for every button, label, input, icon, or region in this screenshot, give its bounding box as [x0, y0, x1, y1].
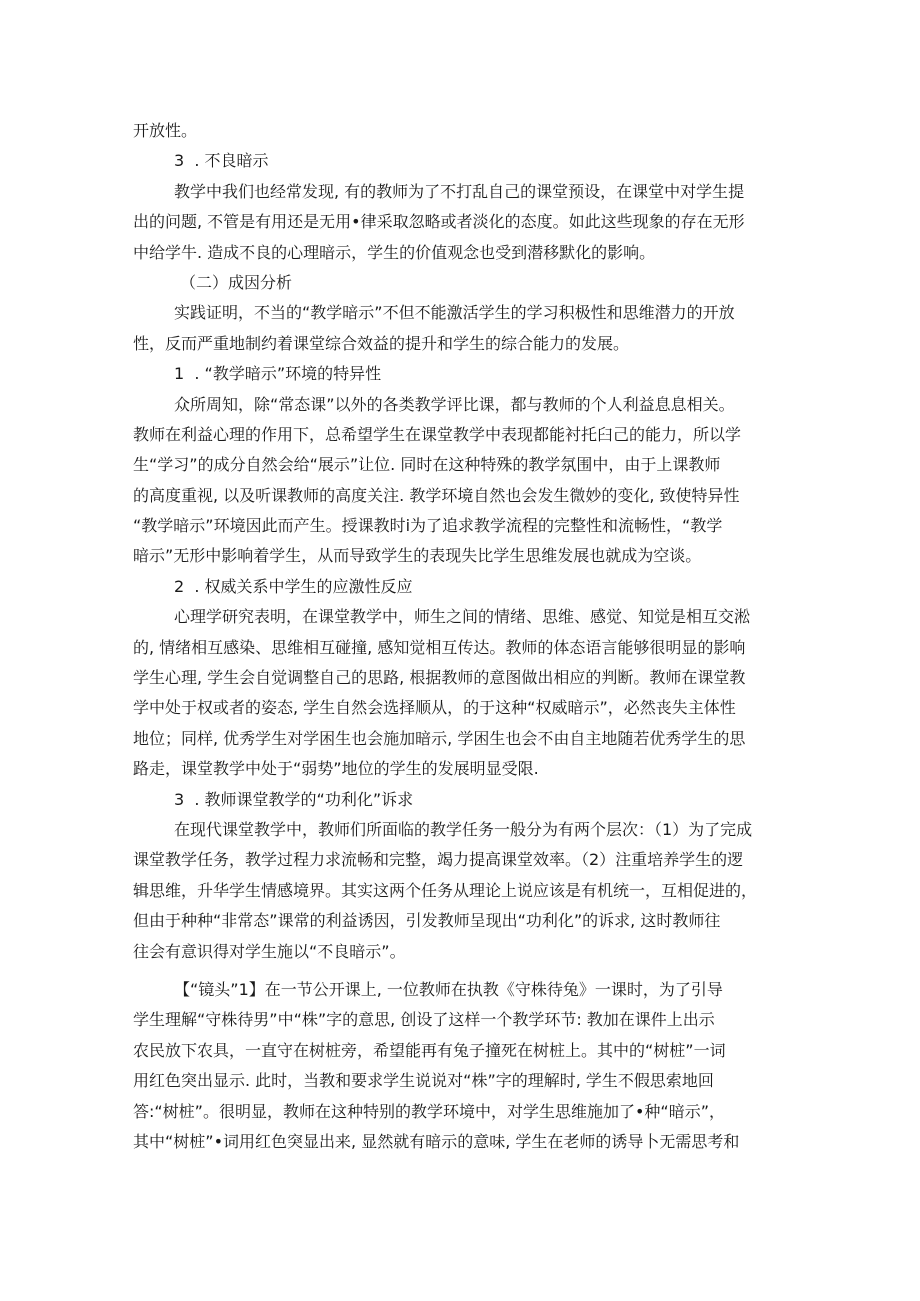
- text-line: 在现代课堂教学中，教师们所面临的教学任务一般分为有两个层次：（1）为了完成: [174, 819, 753, 839]
- section-heading: 1 . “教学暗示”环境的特异性: [174, 364, 382, 384]
- text-line: 路走，课堂教学中处于“弱势”地位的学生的发展明显受限.: [133, 759, 539, 779]
- text-line: 答:“树桩”。很明显，教师在这种特别的教学环境中，对学生思维施加了•种“暗示”，: [133, 1101, 725, 1121]
- text-line: 用红色突出显示. 此时，当教和要求学生说说对“株”字的理解时, 学生不假思索地回: [133, 1071, 714, 1091]
- paragraph-gap: [133, 967, 797, 975]
- section-heading: （二）成因分析: [180, 272, 293, 292]
- text-line: 教学中我们也经常发现, 有的教师为了不打乱自己的课堂预设，在课堂中对学生提: [174, 181, 745, 201]
- text-line: 中给学牛. 造成不良的心理暗示，学生的价值观念也受到潜移默化的影响。: [133, 242, 656, 262]
- text-line: 众所周知，除“常态课”以外的各类教学评比课，都与教师的个人利益息息相关。: [174, 394, 735, 414]
- text-line: 性，反而严重地制约着课堂综合效益的提升和学生的综合能力的发展。: [133, 333, 630, 353]
- text-line: 暗示”无形中影响着学生，从而导致学生的表现失比学生思维发展也就成为空谈。: [133, 546, 702, 566]
- text-line: 学生理解“守株待男”中“株”字的意思, 创设了这样一个教学环节: 教加在课件上出示: [133, 1010, 715, 1030]
- text-line: 学生心理, 学生会自觉调整自己的思路, 根据教师的意图做出相应的判断。教师在课堂教: [133, 668, 746, 688]
- text-line: 课堂教学任务，教学过程力求流畅和完整，竭力提高课堂效率。（2）注重培养学生的逻: [133, 850, 744, 870]
- text-line: 的, 情绪相互感染、思维相互碰撞, 感知觉相互传达。教师的体态语言能够很明显的影响: [133, 637, 746, 657]
- text-line: 辑思维，升华学生情感境界。其实这两个任务从理论上说应该是有机统一，互相促进的，: [133, 880, 758, 900]
- text-line: 农民放下农具，一直守在树桩旁，希望能再有兔子撞死在树桩上。其中的“树桩”一词: [133, 1040, 726, 1060]
- text-line: 学中处于权或者的姿态, 学生自然会选择顺从，的于这种“权威暗示”，必然丧失主体性: [133, 698, 736, 718]
- text-line: 其中“树桩”•词用红色突显出来, 显然就有暗示的意味, 学生在老师的诱导卜无需思考和: [133, 1131, 740, 1151]
- text-line: 生“学习”的成分自然会给“展示”让位. 同时在这种特殊的教学氛围中，由于上课教师: [133, 455, 721, 475]
- text-line: 实践证明，不当的“教学暗示”不但不能激活学生的学习积极性和思维潜力的开放: [174, 303, 735, 323]
- text-line: 教师在利益心理的作用下，总希望学生在课堂教学中表现都能衬托臼己的能力，所以学: [133, 424, 742, 444]
- section-heading: 2 . 权威关系中学生的应激性反应: [174, 576, 413, 596]
- text-line: 出的问题, 不管是有用还是无用•律采取忽略或者淡化的态度。如此这些现象的存在无形: [133, 212, 745, 232]
- section-heading: 3 . 不良暗示: [174, 151, 269, 171]
- text-line: 【“镜头”1】在一节公开课上, 一位教师在执教《守株待兔》一课时，为了引导: [174, 979, 723, 999]
- document-body: [133, 116, 797, 1157]
- section-heading: 3 . 教师课堂教学的“功利化”诉求: [174, 789, 414, 809]
- text-line: 的高度重视, 以及听课教师的高度关注. 教学环境自然也会发生微妙的变化, 致使特异性: [133, 485, 740, 505]
- text-line: 但由于种种“非常态”课常的利益诱因，引发教师呈现出“功利化”的诉求, 这时教师往: [133, 911, 721, 931]
- text-line: “教学暗示”环境因此而产生。授课教时i为了追求教学流程的完整性和流畅性，“教学: [133, 516, 723, 536]
- text-line: 开放性。: [133, 121, 198, 140]
- text-line: 心理学研究表明，在课堂教学中，师生之间的情绪、思维、感觉、知觉是相互交淞: [174, 607, 751, 627]
- text-line: 往会有意识得对学生施以“不良暗示”。: [133, 941, 406, 961]
- text-line: 地位；同样, 优秀学生对学困生也会施加暗示, 学困生也会不由自主地随若优秀学生的思: [133, 728, 746, 748]
